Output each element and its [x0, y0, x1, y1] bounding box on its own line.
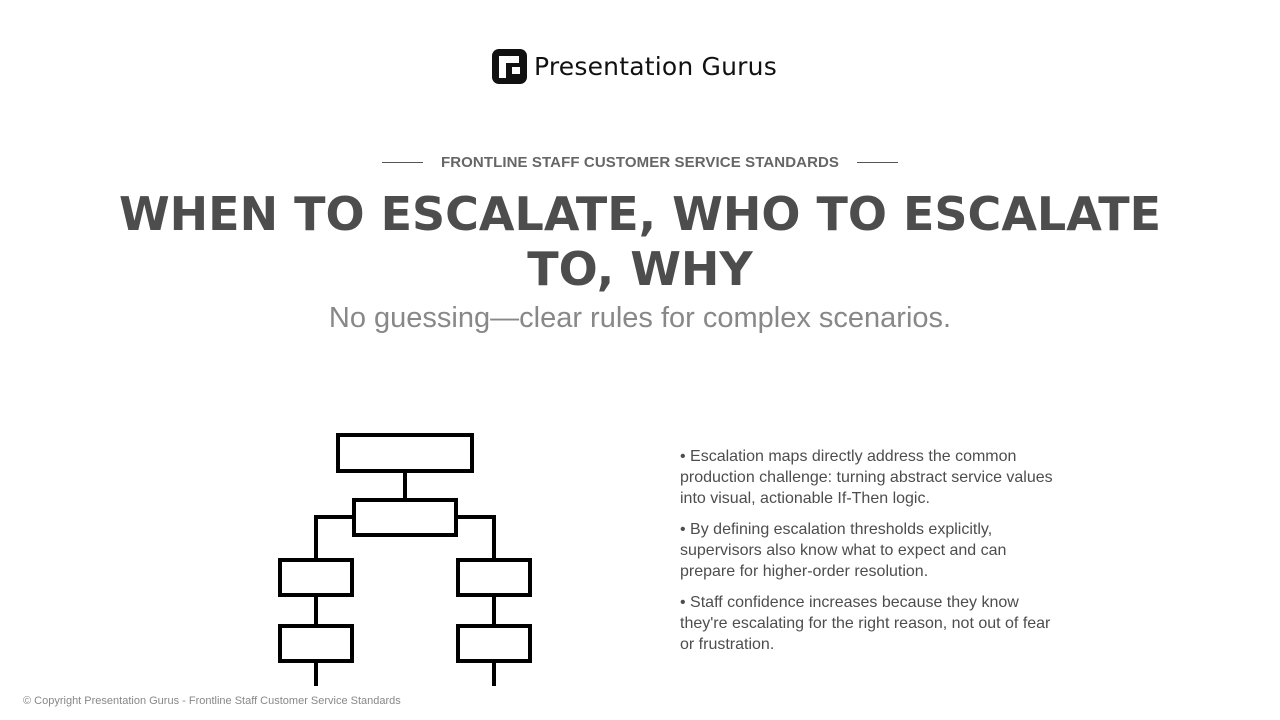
- page-title: WHEN TO ESCALATE, WHO TO ESCALATE TO, WHY: [118, 187, 1162, 296]
- page-subtitle: No guessing—clear rules for complex scenarios.: [328, 302, 952, 334]
- bullet-list: [680, 446, 1060, 665]
- section-eyebrow: [0, 152, 1280, 172]
- bullet-item: • Escalation maps directly address the common production challenge: turning abstract service values into visual, actionable If-Then logic.: [680, 448, 1053, 507]
- org-chart-icon: [276, 430, 534, 688]
- brand-name: Presentation Gurus: [534, 51, 777, 81]
- eyebrow-rule-right: [857, 162, 898, 163]
- footer-copyright: © Copyright Presentation Gurus - Frontline Staff Customer Service Standards: [23, 695, 401, 707]
- pg-monogram-icon: [492, 49, 527, 84]
- brand-logo: [492, 48, 777, 84]
- eyebrow-rule-left: [382, 162, 423, 163]
- bullet-item: • Staff confidence increases because they know they're escalating for the right reason, not out of fear or frustration.: [680, 594, 1051, 653]
- bullet-item: • By defining escalation thresholds explicitly, supervisors also know what to expect and can prepare for higher-order resolution.: [680, 521, 1007, 580]
- eyebrow-text: FRONTLINE STAFF CUSTOMER SERVICE STANDARDS: [440, 153, 840, 171]
